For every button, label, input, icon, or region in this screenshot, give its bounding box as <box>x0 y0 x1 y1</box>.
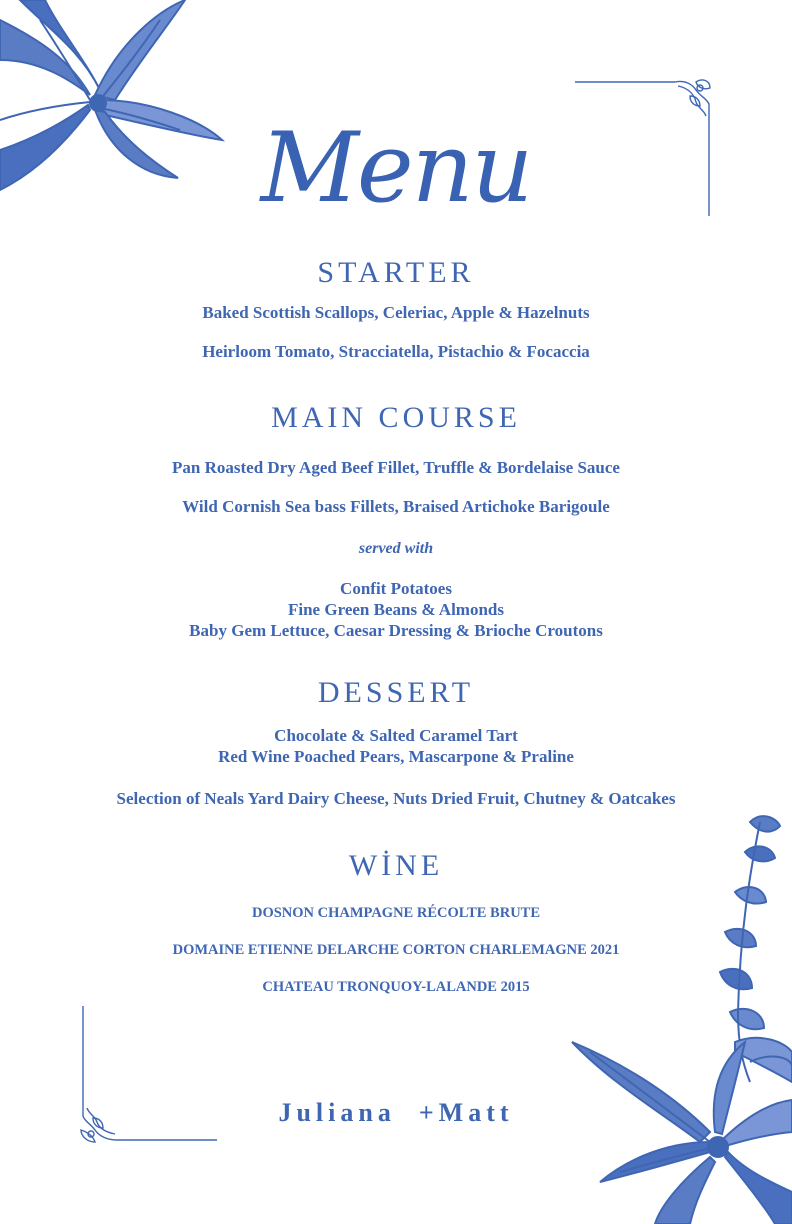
wine-item: DOMAINE ETIENNE DELARCHE CORTON CHARLEMAGNE 2021 <box>172 942 620 958</box>
starter-item: Baked Scottish Scallops, Celeriac, Apple & Hazelnuts <box>202 303 590 322</box>
dessert-item: Selection of Neals Yard Dairy Cheese, Nuts Dried Fruit, Chutney & Oatcakes <box>116 789 676 808</box>
main-course-heading: MAIN COURSE <box>271 401 521 434</box>
wine-heading: WİNE <box>348 849 444 882</box>
side-item: Confit Potatoes <box>340 579 452 598</box>
wine-item: DOSNON CHAMPAGNE RÉCOLTE BRUTE <box>251 905 541 921</box>
served-with-label: served with <box>358 540 434 557</box>
wine-item: CHATEAU TRONQUOY-LALANDE 2015 <box>262 979 530 995</box>
couple-names: Juliana +Matt <box>278 1098 514 1127</box>
dessert-item: Red Wine Poached Pears, Mascarpone & Praline <box>218 747 574 766</box>
side-item: Fine Green Beans & Almonds <box>288 600 504 619</box>
main-course-item: Wild Cornish Sea bass Fillets, Braised Artichoke Barigoule <box>182 497 610 516</box>
menu-title: Menu <box>260 112 532 224</box>
main-course-item: Pan Roasted Dry Aged Beef Fillet, Truffle & Bordelaise Sauce <box>172 458 620 477</box>
side-item: Baby Gem Lettuce, Caesar Dressing & Brioche Croutons <box>189 621 603 640</box>
starter-item: Heirloom Tomato, Stracciatella, Pistachio & Focaccia <box>202 342 590 361</box>
dessert-item: Chocolate & Salted Caramel Tart <box>274 726 518 745</box>
dessert-heading: DESSERT <box>317 676 475 709</box>
starter-heading: STARTER <box>317 256 475 289</box>
